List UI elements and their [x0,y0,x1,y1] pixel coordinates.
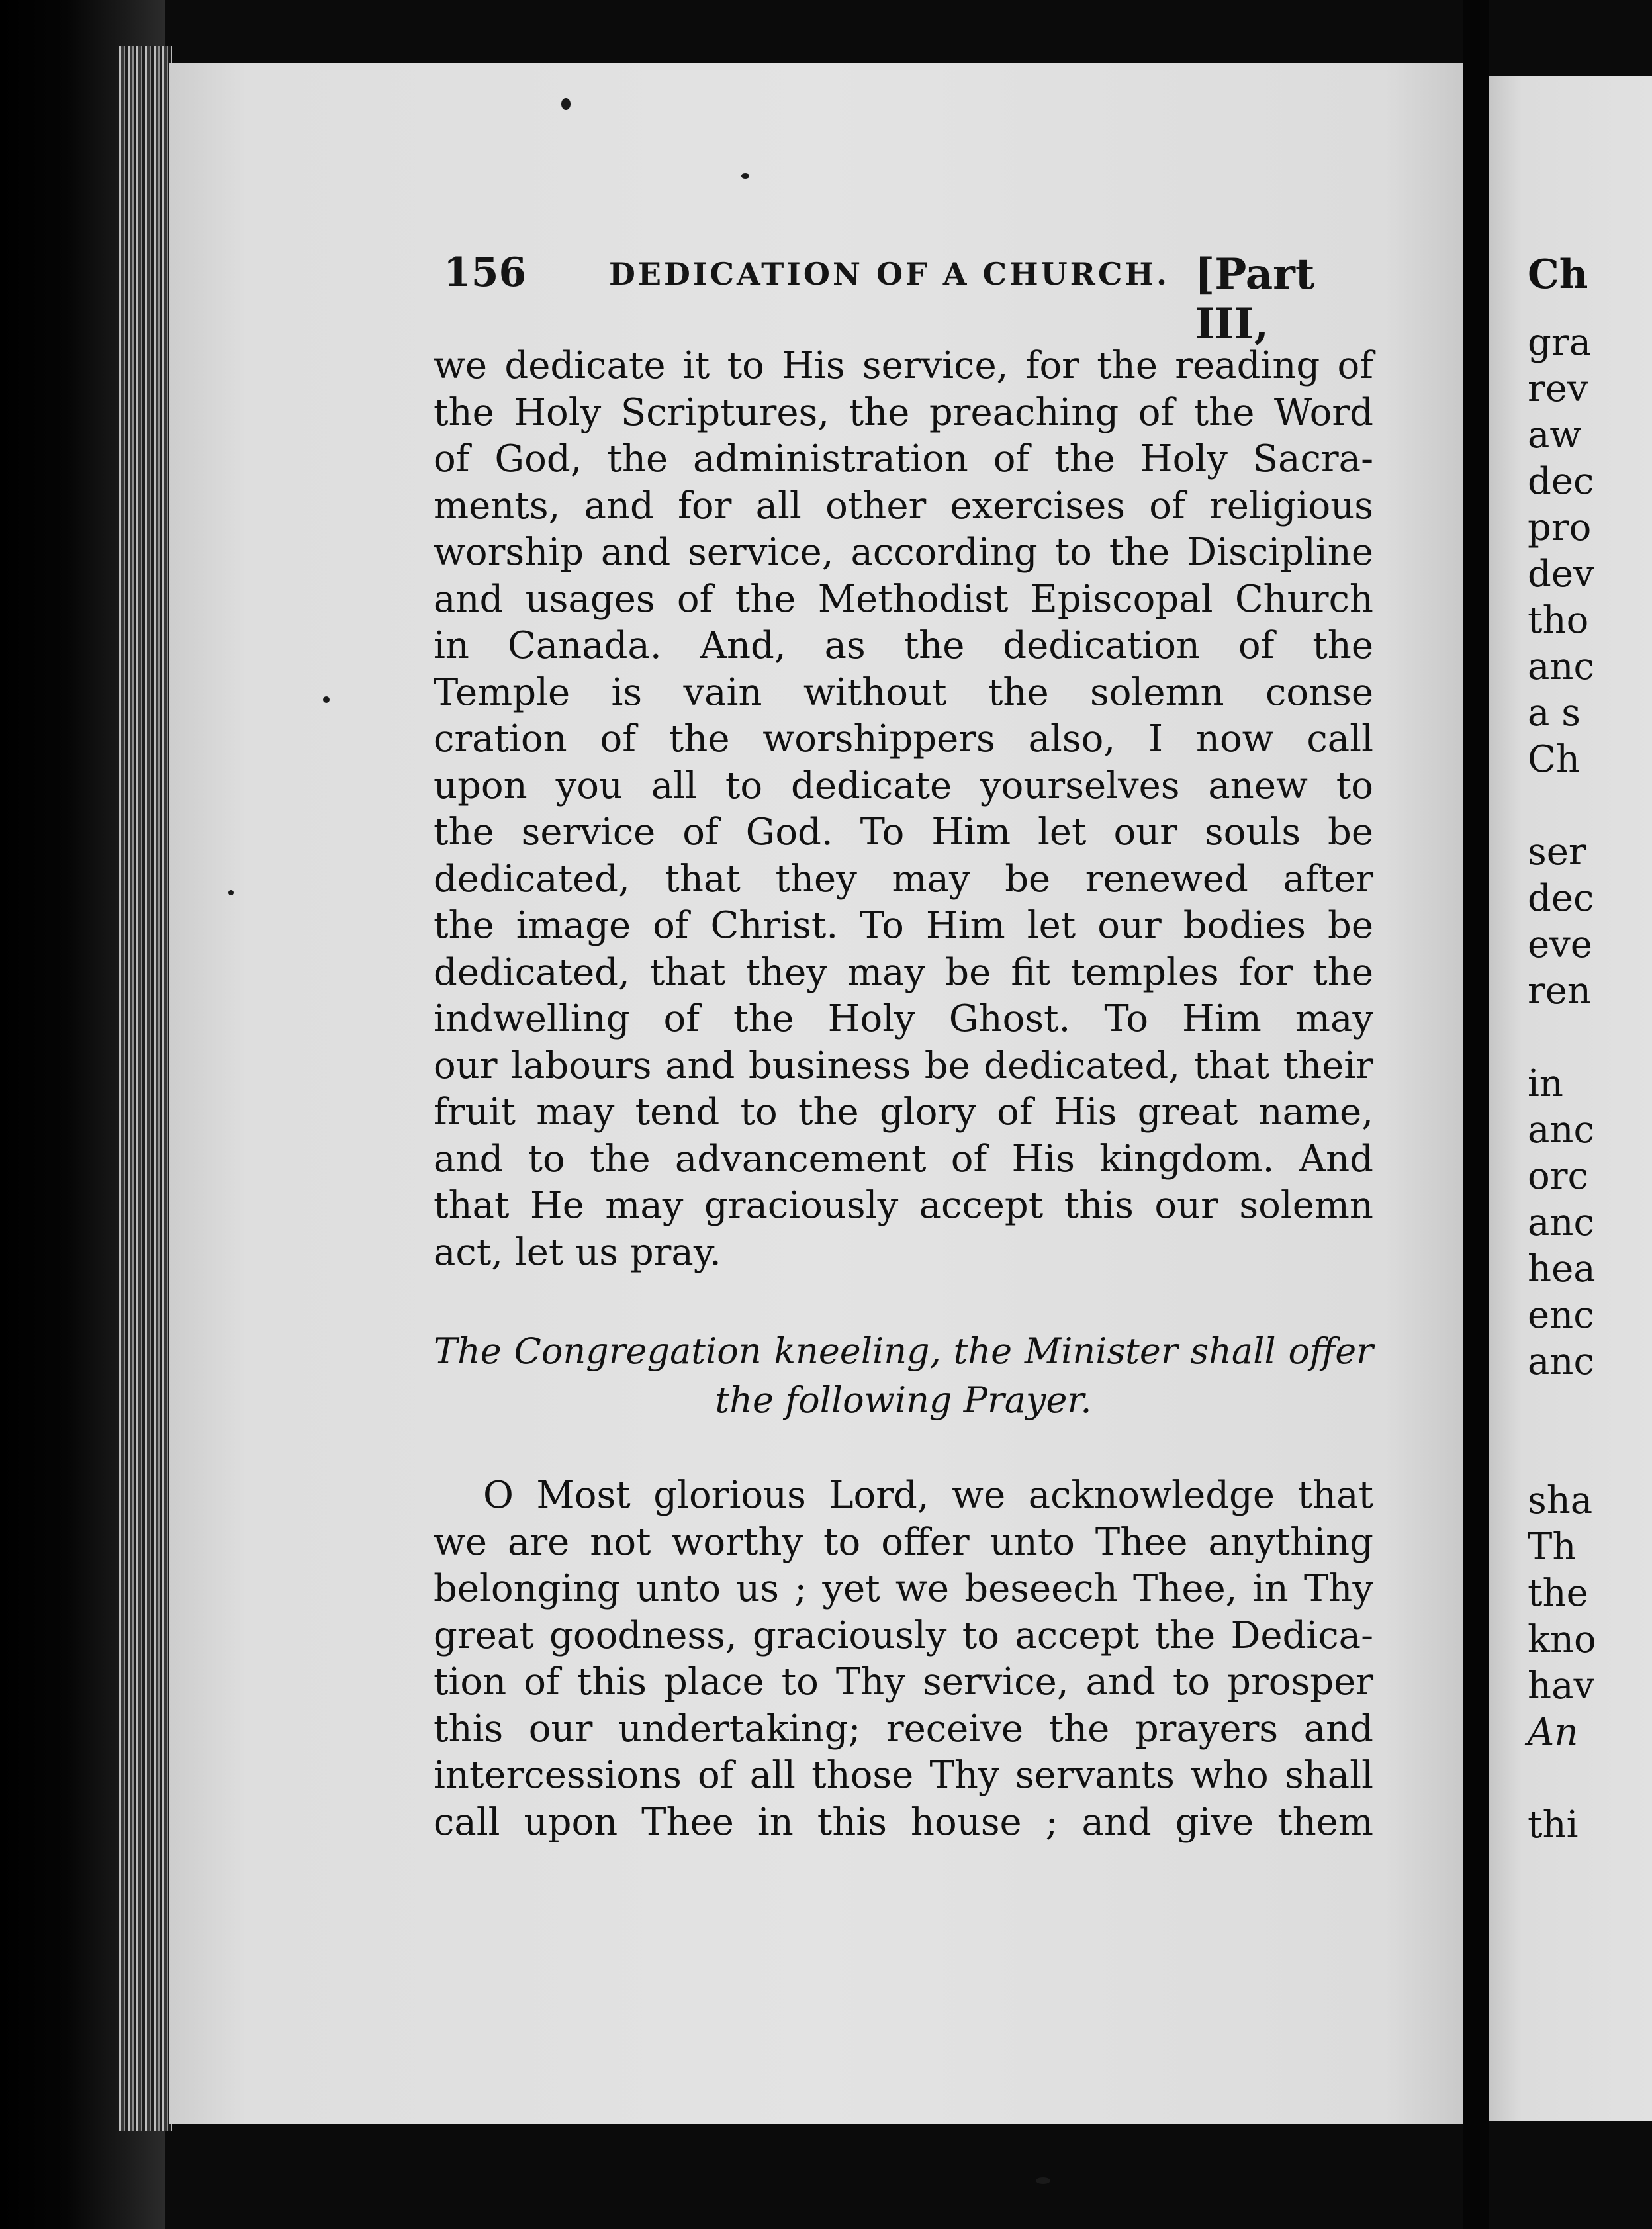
text-line: and usages of the Methodist Episcopal Church [434,577,1373,621]
facing-page-fragment: in [1528,1062,1563,1105]
text-line: intercessions of all those Thy servants who shall [434,1754,1373,1797]
rubric-line: the following Prayer. [715,1379,1092,1421]
facing-page-fragment: rev [1528,367,1588,410]
text-line: dedicated, that they may be fit temples for the [434,950,1373,994]
text-line: dedicated, that they may be renewed after [434,857,1373,901]
text-line: the service of God. To Him let our souls be [434,811,1373,854]
facing-page-fragment: tho [1528,599,1589,642]
facing-page-fragment: ser [1528,831,1586,874]
text-line: belonging unto us ; yet we beseech Thee, in Thy [434,1567,1373,1610]
text-line: this our undertaking; receive the prayers and [434,1707,1373,1751]
facing-page-fragment: enc [1528,1294,1594,1337]
rubric [434,1327,1373,1425]
page-edges [119,46,172,2131]
ink-speck [561,98,571,110]
text-line: cration of the worshippers also, I now call [434,717,1373,760]
text-line: O Most glorious Lord, we acknowledge that [483,1474,1373,1517]
page-gutter [1463,0,1489,2229]
facing-page-fragment: Th [1528,1525,1577,1569]
text-line: and to the advancement of His kingdom. And [434,1137,1373,1181]
facing-page-fragment: eve [1528,923,1592,966]
facing-page-fragment: orc [1528,1155,1588,1198]
text-line: that He may graciously accept this our solemn [434,1184,1373,1227]
facing-page-fragment: anc [1528,1109,1594,1152]
text-line: worship and service, according to the Discipline [434,531,1373,574]
running-title: DEDICATION OF A CHURCH. [609,256,1170,292]
facing-page-fragment: Ch [1528,738,1580,781]
text-line: fruit may tend to the glory of His great name, [434,1091,1373,1134]
facing-page-fragment: dev [1528,553,1594,596]
facing-page-fragment: ren [1528,970,1591,1013]
prayer-paragraph [434,1473,1373,1846]
facing-page-fragment: Ch [1528,251,1588,298]
text-line: call upon Thee in this house ; and give them [434,1800,1373,1844]
text-line: act, let us pray. [434,1230,721,1274]
ink-speck [228,890,234,895]
ink-speck [323,696,330,703]
text-line: our labours and business be dedicated, that their [434,1044,1373,1087]
dedication-paragraph [434,343,1373,1276]
facing-page-fragment: An [1528,1711,1579,1754]
facing-page-fragment: hav [1528,1664,1595,1707]
facing-page-fragment: a s [1528,692,1581,735]
text-line: ments, and for all other exercises of religious [434,484,1373,527]
text-line: Temple is vain without the solemn conse [434,670,1373,714]
facing-page-fragment: dec [1528,460,1594,503]
text-line: in Canada. And, as the dedication of the [434,624,1373,667]
ink-speck [741,173,749,179]
running-head [275,248,1387,349]
rubric-line: The Congregation kneeling, the Minister shall offer [434,1330,1373,1372]
ink-speck [1036,2177,1050,2184]
text-line: of God, the administration of the Holy Sacra- [434,437,1373,480]
facing-page-fragment: kno [1528,1618,1596,1661]
facing-page-fragment: thi [1528,1803,1579,1846]
facing-page-fragment: dec [1528,877,1594,920]
text-line: indwelling of the Holy Ghost. To Him may [434,997,1373,1040]
facing-page-fragment: anc [1528,645,1594,688]
facing-page-fragment: anc [1528,1340,1594,1383]
text-line: tion of this place to Thy service, and to prosper [434,1660,1373,1704]
text-line: the image of Christ. To Him let our bodies be [434,904,1373,947]
page-number: 156 [443,250,527,296]
text-line: great goodness, graciously to accept the Dedica- [434,1614,1373,1657]
text-line: we are not worthy to offer unto Thee anything [434,1520,1373,1564]
facing-page-fragment: hea [1528,1248,1596,1291]
text-line: we dedicate it to His service, for the reading of [434,344,1373,387]
facing-page-fragment: gra [1528,321,1592,364]
facing-page [1489,76,1652,2121]
text-line: upon you all to dedicate yourselves anew to [434,764,1373,807]
facing-page-fragment: the [1528,1572,1588,1615]
facing-page-fragment: pro [1528,506,1592,549]
facing-page-fragment: anc [1528,1201,1594,1244]
text-line: the Holy Scriptures, the preaching of the Word [434,390,1373,434]
facing-page-fragment: aw [1528,414,1582,457]
facing-page-fragment: sha [1528,1479,1593,1522]
part-label: [Part III, [1195,250,1315,349]
